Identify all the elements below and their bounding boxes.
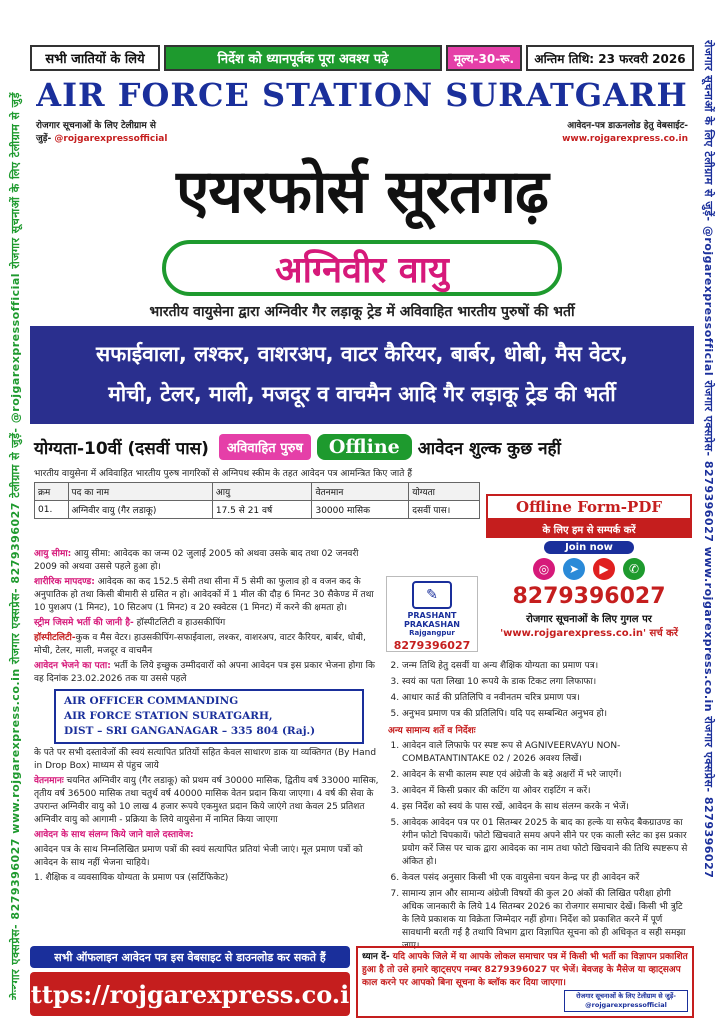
physical-label: शारीरिक मापदण्ड: bbox=[34, 577, 95, 587]
stream-paragraph bbox=[34, 617, 384, 630]
physical-paragraph bbox=[34, 576, 384, 615]
address-line-3: DIST – SRI GANGANAGAR – 335 804 (Raj.) bbox=[64, 725, 316, 737]
table-header-row bbox=[35, 483, 480, 501]
youtube-icon[interactable]: ▶ bbox=[593, 558, 615, 580]
bottom-section bbox=[13, 944, 694, 1024]
hospitality-paragraph bbox=[34, 632, 384, 658]
conditions-list bbox=[388, 740, 692, 953]
download-note bbox=[488, 120, 688, 146]
documents-text: आवेदन पत्र के साथ निम्नलिखित प्रमाण पत्रों की स्वयं सत्यापित प्रतियां भेजी जाएं। मूल प्रमाण पत्रों को आवेदन के साथ नहीं भेजना चाहिये। bbox=[34, 845, 363, 868]
list-item: 3. आवेदन में किसी प्रकार की कटिंग या ओवर राइटिंग न करें। bbox=[402, 785, 692, 798]
download-url[interactable]: www.rojgarexpress.co.in bbox=[562, 134, 688, 144]
price-label: मूल्य-30-रू. bbox=[446, 45, 522, 71]
telegram-note-line1: रोजगार सूचनाओं के लिए टेलीग्राम से bbox=[36, 121, 156, 131]
all-castes-label: सभी जातियों के लिये bbox=[30, 45, 160, 71]
table-row bbox=[35, 501, 480, 519]
intro-text: भारतीय वायुसेना में अविवाहित भारतीय पुरुष नागरिकों से अग्निपथ स्कीम के तहत आवेदन पत्र आमन्त्रित किए जाते हैं bbox=[34, 469, 413, 479]
list-item: 4. इस निर्देश को स्वयं के पास रखें, आवेदन के साथ संलग्न करके न भेजें। bbox=[402, 801, 692, 814]
promo-google-line: रोजगार सूचनाओं के लिए गुगल पर bbox=[526, 614, 652, 625]
notice-text: यदि आपके जिले में या आपके लोकल समाचार पत्र में किसी भी भर्ती का विज्ञापन प्रकाशित हुआ है तो उसे हमारे व्हाट्सएप नम्बर 8279396027 पर भेजें। बेवजह के मैसेज या व्हाट्सअप काल करने पर आपको बिना सूचना के ब्लॉक कर दिया जाएगा। bbox=[362, 952, 688, 988]
address-box bbox=[54, 689, 364, 744]
unmarried-badge: अविवाहित पुरुष bbox=[219, 434, 311, 460]
documents-label: आवेदन के साथ संलग्न किये जाने वाले दस्तावेज: bbox=[34, 830, 194, 840]
age-text: आयु सीमा: आवेदक का जन्म 02 जुलाई 2005 को अथवा उसके बाद तथा 02 जनवरी 2009 को अथवा उससे पहले हुआ हो। bbox=[34, 549, 359, 572]
table-cell: दसवीं पास। bbox=[409, 501, 480, 519]
promo-subtitle: के लिए हम से सम्पर्क करें bbox=[486, 520, 692, 538]
posts-line-1: सफाईवाला, लश्कर, वाशरअप, वाटर कैरियर, बार्बर, धोबी, मैस वेटर, bbox=[95, 342, 629, 366]
english-title: AIR FORCE STATION SURATGARH bbox=[36, 76, 688, 114]
eligibility-row bbox=[30, 430, 694, 464]
hindi-title: एयरफोर्स सूरतगढ़ bbox=[176, 157, 548, 227]
stream-text: हॉस्पीटलिटी व हाउसकीपिंग bbox=[133, 618, 226, 628]
promo-box bbox=[486, 494, 692, 644]
website-url[interactable]: https://rojgarexpress.co.in bbox=[30, 972, 350, 1016]
table-header-cell: क्रम bbox=[35, 483, 69, 501]
telegram-note bbox=[36, 120, 266, 146]
agniveer-badge: अग्निवीर वायु bbox=[162, 240, 562, 296]
notice-label: ध्यान दें- bbox=[362, 952, 390, 962]
right-side-strip bbox=[694, 40, 724, 1000]
prakashan-name-2: PRAKASHAN bbox=[404, 620, 460, 629]
prakashan-phone[interactable]: 8279396027 bbox=[393, 639, 471, 652]
list-item: 6. केवल पसंद अनुसार किसी भी एक वायुसेना चयन केन्द्र पर ही आवेदन करें bbox=[402, 872, 692, 885]
social-icons bbox=[486, 558, 692, 580]
prakashan-place: Rajgangpur bbox=[409, 629, 455, 637]
recruitment-subtitle: भारतीय वायुसेना द्वारा अग्निवीर गैर लड़ाकू ट्रेड में अविवाहित भारतीय पुरुषों की भर्ती bbox=[149, 304, 575, 320]
stream-label: स्ट्रीम जिसमे भर्ती की जानी है- bbox=[34, 618, 134, 628]
table-header-cell: वेतनमान bbox=[312, 483, 409, 501]
documents-item-1: 1. शैक्षिक व व्यवसायिक योग्यता के प्रमाण पत्र (सर्टिफिकेट) bbox=[34, 873, 229, 883]
top-bar bbox=[30, 44, 694, 72]
prakashan-name-1: PRASHANT bbox=[407, 611, 457, 620]
telegram-mini-badge[interactable]: रोजगार सूचनाओं के लिए टेलीग्राम से जुड़ें- @rojgarexpressofficial bbox=[564, 990, 688, 1012]
table-cell: 30000 मासिक bbox=[312, 501, 409, 519]
list-item: 5. अनुभव प्रमाण पत्र की प्रतिलिपि। यदि पद सम्बन्धित अनुभव हो। bbox=[402, 708, 692, 721]
download-banner: सभी ऑफलाइन आवेदन पत्र इस वेबसाइट से डाउनलोड कर सकते हैं bbox=[30, 946, 350, 968]
documents-list bbox=[388, 660, 692, 721]
download-note-line1: आवेदन-पत्र डाऊनलोड हेतु वेबसाईट- bbox=[567, 121, 688, 131]
other-conditions-header: अन्य सामान्य शर्ते व निर्देशः bbox=[388, 726, 476, 736]
table-header-cell: आयु bbox=[212, 483, 312, 501]
posts-table bbox=[34, 482, 480, 519]
offline-badge: Offline bbox=[317, 434, 412, 460]
posts-band bbox=[30, 326, 694, 424]
table-header-cell: योग्यता bbox=[409, 483, 480, 501]
address-line-2: AIR FORCE STATION SURATGARH, bbox=[64, 710, 273, 722]
notice-box bbox=[356, 946, 694, 1018]
send-paragraph bbox=[34, 660, 384, 686]
salary-paragraph bbox=[34, 775, 384, 827]
send-text: भर्ती के लिये इच्छुक उम्मीदवारों को अपना आवेदन पत्र इस प्रकार भेजना होगा कि वह दिनांक 23.02.2026 तक या उससे पहले bbox=[34, 661, 375, 684]
pen-logo-icon: ✎ bbox=[412, 581, 452, 609]
whatsapp-icon[interactable]: ✆ bbox=[623, 558, 645, 580]
telegram-handle[interactable]: @rojgarexpressofficial bbox=[54, 134, 168, 144]
list-item: 4. आधार कार्ड की प्रतिलिपि व नवीनतम चरित्र प्रमाण पत्र। bbox=[402, 692, 692, 705]
fee-label: आवेदन शुल्क कुछ नहीं bbox=[417, 438, 561, 459]
table-cell: अग्निवीर वायु (गैर लडाकू) bbox=[68, 501, 212, 519]
right-body bbox=[388, 660, 692, 956]
salary-text: चयनित अग्निवीर वायु (गैर लडाकू) को प्रथम वर्ष 30000 मासिक, द्वितीय वर्ष 33000 मासिक, तृतीय वर्ष 36500 मासिक तथा चतुर्थ वर्ष 40000 मासिक वेतन प्रदान किया जाएगा। 4 वर्ष की सेवा के उपरान्त अग्निवीर वायु को 10 लाख 4 हजार रूपये एकमुश्त प्रदान किये जाएंगे तथा केवल 25 प्रतिशत अग्निवीर वायु को आगामी - प्रक्रिया के लिये वायुसेना में नामित किया जाएगा bbox=[34, 776, 379, 825]
hospitality-label: हॉस्पीटलिटी- bbox=[34, 633, 76, 643]
table-header-cell: पद का नाम bbox=[68, 483, 212, 501]
after-address-text: के पते पर सभी दस्तावेजों की स्वयं सत्यापित प्रतियों सहित केवल साधारण डाक या व्यक्तिगत (By Hand in Drop Box) माध्यम से पंहुच जाये bbox=[34, 748, 377, 771]
list-item: 2. जन्म तिथि हेतु दसवीं या अन्य शैक्षिक योग्यता का प्रमाण पत्र। bbox=[402, 660, 692, 673]
hospitality-text: कुक व मैस वेटर। हाउसकीपिंग-सफाईवाला, लश्कर, वाशरअप, वाटर कैरियर, बार्बर, धोबी, मोची, टेलर, माली, मजदूर व वाचमैन bbox=[34, 633, 366, 656]
salary-label: वेतनमानः bbox=[34, 776, 64, 786]
join-now-button[interactable]: Join now bbox=[544, 541, 634, 554]
promo-title: Offline Form-PDF bbox=[486, 494, 692, 520]
promo-phone[interactable]: 8279396027 bbox=[512, 584, 666, 609]
instagram-icon[interactable]: ◎ bbox=[533, 558, 555, 580]
age-label: आयु सीमा: bbox=[34, 549, 72, 559]
left-side-text: रोजगार एक्सप्रेस- 8279396027 www.rojgarexpress.co.in रोजगार एक्सप्रेस- 8279396027 टेलीग्राम से जुड़ें- @rojgarexpressofficial रोजगार सूचनाओं के लिए टेलीग्राम से जुड़ें bbox=[9, 92, 22, 1000]
table-cell: 17.5 से 21 वर्ष bbox=[212, 501, 312, 519]
right-side-text: रोजगार सूचनाओं के लिए टेलीग्राम से जुड़ें- @rojgarexpressofficial रोजगार एक्सप्रेस- 8279396027 www.rojgarexpress.co.in रोजगार एक्सप्रेस- 8279396027 bbox=[702, 40, 715, 879]
table-cell: 01. bbox=[35, 501, 69, 519]
instruction-label: निर्देश को ध्यानपूर्वक पूरा अवश्य पढ़े bbox=[164, 45, 442, 71]
physical-text: आवेदक का कद 152.5 सेमी तथा सीना में 5 सेमी का फुलाव हो व वजन कद के अनुपातिक हो तथा किसी बीमारी से ग्रसित न हो। आवेदकों में 1 मील की दौड़ 6 मिनट 30 सैकेण्ड में तथा 10 पुशअप (1 मिनट), 10 सिटअप (1 मिनट) व 20 स्क्वेटस (1 मिनट) में करने की क्षमता हो। bbox=[34, 577, 374, 613]
list-item: 7. सामान्य ज्ञान और सामान्य अंग्रेजी विषयों की कुल 20 अंकों की लिखित परीक्षा होगी अधिक जानकारी के लिये 14 सितम्बर 2026 का रोजगार समाचार देखें। किसी भी त्रुटि के लिये प्रकाशक या विक्रेता जिम्मेदार नहीं होगा। निर्देश को प्रकाशित करने में पूर्ण सावधानी बरती गई है तथापि विभाग द्वारा विज्ञापित सूचना को ही अधिकृत व सही समझा जाए। bbox=[402, 888, 692, 953]
address-line-1: AIR OFFICER COMMANDING bbox=[64, 695, 239, 707]
list-item: 1. आवेदन वाले लिफाफे पर स्पष्ट रूप से AGNIVEERVAYU NON-COMBATANTINTAKE 02 / 2026 अवश्य लिखें। bbox=[402, 740, 692, 766]
info-row bbox=[30, 118, 694, 152]
list-item: 2. आवेदन के सभी कालम स्पष्ट एवं अंग्रेजी के बड़े अक्षरों में भरे जाएगें। bbox=[402, 769, 692, 782]
send-label: आवेदन भेजने का पता: bbox=[34, 661, 111, 671]
left-side-strip bbox=[0, 40, 30, 1000]
list-item: 3. स्वयं का पता लिखा 10 रूपये के डाक टिकट लगा लिफाफा। bbox=[402, 676, 692, 689]
list-item: 5. आवेदक आवेदन पत्र पर 01 सितम्बर 2025 के बाद का हल्के या सफेद बैकग्राउण्ड का रंगीन फोटो चिपकायें। फोटो खिचवाते समय अपने सीने पर एक काली स्लेट का इस प्रकार प्रयोग करें जिस पर चाक द्वारा आवेदक का नाम तथा फोटो खिचवाने की तिथि स्पष्टरूप से अंकित हो। bbox=[402, 817, 692, 869]
age-paragraph bbox=[34, 548, 384, 574]
promo-site-line[interactable]: 'www.rojgarexpress.co.in' सर्च करें bbox=[500, 628, 678, 639]
last-date-label: अन्तिम तिथि: 23 फरवरी 2026 bbox=[526, 45, 694, 71]
prakashan-logo-box bbox=[386, 576, 478, 652]
posts-line-2: मोची, टेलर, माली, मजदूर व वाचमैन आदि गैर लड़ाकू ट्रेड की भर्ती bbox=[108, 382, 616, 406]
telegram-icon[interactable]: ➤ bbox=[563, 558, 585, 580]
left-body bbox=[34, 548, 384, 887]
qualification-label: योग्यता-10वीं (दसवीं पास) bbox=[34, 438, 209, 459]
telegram-note-prefix: जुड़ें- bbox=[36, 134, 52, 144]
